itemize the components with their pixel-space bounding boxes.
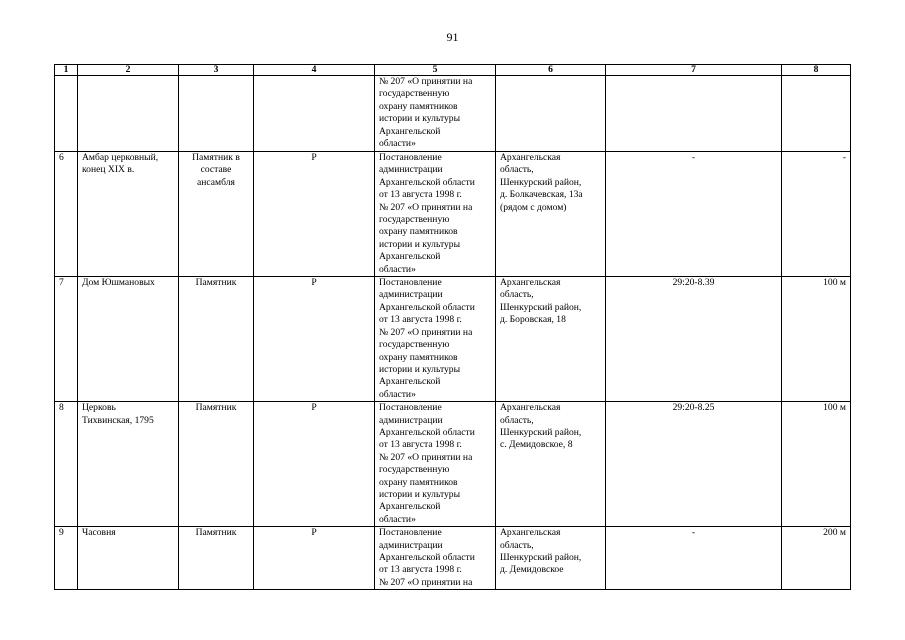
protection-document: Постановление администрации Архангельской области от 13 августа 1998 г. № 207 «О принятии на государственную охрану памятников истории и культуры Архангельской области» [375,402,496,527]
row-number: 7 [55,277,78,402]
protection-zone: 100 м [782,277,851,402]
column-header: 4 [254,65,375,76]
protection-document: Постановление администрации Архангельской области от 13 августа 1998 г. № 207 «О принятии на государственную охрану памятников истории и культуры Архангельской области» [375,152,496,277]
object-address [496,76,606,152]
object-kind [179,76,254,152]
object-name: Часовня [78,527,179,590]
object-category: Р [254,402,375,527]
object-name [78,76,179,152]
column-header: 2 [78,65,179,76]
row-number [55,76,78,152]
object-kind: Памятник в составе ансамбля [179,152,254,277]
table-row [55,277,851,402]
row-number: 9 [55,527,78,590]
registry-number: 29:20-8.25 [606,402,782,527]
column-header: 8 [782,65,851,76]
object-name: Амбар церковный, конец XIX в. [78,152,179,277]
registry-number: 29:20-8.39 [606,277,782,402]
protection-zone: - [782,152,851,277]
object-kind: Памятник [179,402,254,527]
protection-document: Постановление администрации Архангельской области от 13 августа 1998 г. № 207 «О принятии на [375,527,496,590]
header-row [55,65,851,76]
protection-zone: 100 м [782,402,851,527]
object-kind: Памятник [179,527,254,590]
protection-zone [782,76,851,152]
registry-number: - [606,527,782,590]
object-category [254,76,375,152]
protection-zone: 200 м [782,527,851,590]
row-number: 8 [55,402,78,527]
object-kind: Памятник [179,277,254,402]
object-name: Дом Юшмановых [78,277,179,402]
column-header: 3 [179,65,254,76]
column-header: 7 [606,65,782,76]
object-category: Р [254,277,375,402]
column-header: 5 [375,65,496,76]
heritage-registry-table [54,64,851,590]
object-category: Р [254,527,375,590]
row-number: 6 [55,152,78,277]
object-category: Р [254,152,375,277]
column-header: 6 [496,65,606,76]
object-name: Церковь Тихвинская, 1795 [78,402,179,527]
page-number: 91 [446,30,459,44]
table-row [55,76,851,152]
object-address: Архангельская область, Шенкурский район, с. Демидовское, 8 [496,402,606,527]
object-address: Архангельская область, Шенкурский район, д. Боровская, 18 [496,277,606,402]
registry-number: - [606,152,782,277]
column-header: 1 [55,65,78,76]
table-row [55,527,851,590]
object-address: Архангельская область, Шенкурский район, д. Болкачевская, 13а (рядом с домом) [496,152,606,277]
table-row [55,402,851,527]
table-row [55,152,851,277]
object-address: Архангельская область, Шенкурский район, д. Демидовское [496,527,606,590]
protection-document: Постановление администрации Архангельской области от 13 августа 1998 г. № 207 «О принятии на государственную охрану памятников истории и культуры Архангельской области» [375,277,496,402]
protection-document: № 207 «О принятии на государственную охрану памятников истории и культуры Архангельской области» [375,76,496,152]
registry-number [606,76,782,152]
